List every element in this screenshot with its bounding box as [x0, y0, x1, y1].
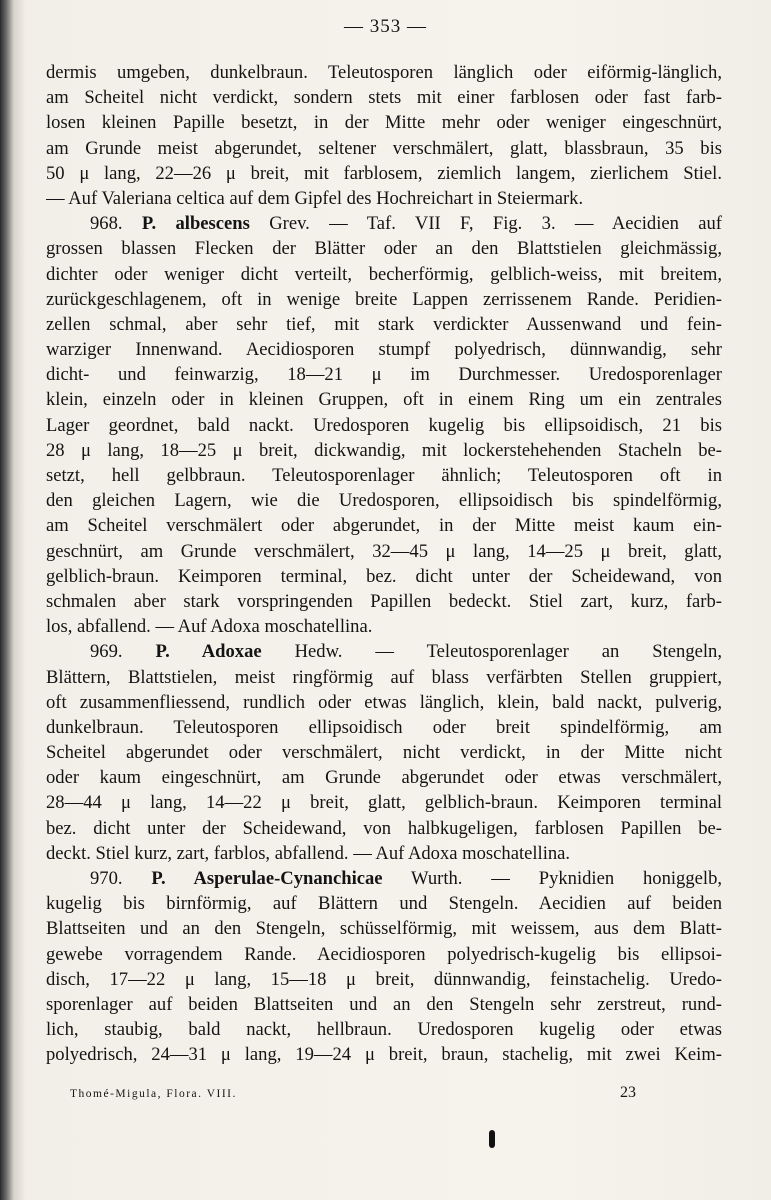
- text-line: 28 μ lang, 18—25 μ breit, dickwandig, mit lockerstehehenden Stacheln be-: [46, 439, 722, 461]
- text-line: 28—44 μ lang, 14—22 μ breit, glatt, gelblich-braun. Keimporen terminal: [46, 792, 722, 814]
- text-line: Blattseiten und an den Stengeln, schüsselförmig, mit weissem, aus dem Blatt-: [46, 918, 722, 940]
- ink-blot: [489, 1130, 495, 1148]
- text-line: am Grunde meist abgerundet, seltener verschmälert, glatt, blassbraun, 35 bis: [46, 137, 722, 159]
- text-line: setzt, hell gelbbraun. Teleutosporenlager ähnlich; Teleutosporen oft in: [46, 465, 722, 486]
- text-line: dermis umgeben, dunkelbraun. Teleutosporen länglich oder eiförmig-länglich,: [46, 62, 722, 83]
- text-line: deckt. Stiel kurz, zart, farblos, abfallend. — Auf Adoxa moschatellina.: [46, 842, 571, 864]
- text-line: — Auf Valeriana celtica auf dem Gipfel des Hochreichart in Steiermark.: [46, 187, 584, 209]
- page-number: — 353 —: [344, 16, 427, 37]
- text-line: disch, 17—22 μ lang, 15—18 μ breit, dünnwandig, feinstachelig. Uredo-: [46, 968, 722, 990]
- text-line: am Scheitel nicht verdickt, sondern stets mit einer farblosen oder fast farb-: [46, 87, 722, 109]
- text-line: losen kleinen Papille besetzt, in der Mitte mehr oder weniger eingeschnürt,: [46, 112, 722, 134]
- text-line: oder kaum eingeschnürt, am Grunde abgerundet oder etwas verschmälert,: [46, 767, 722, 789]
- entry-968-heading: 968. P. albescens Grev. — Taf. VII F, Fig. 3. — Aecidien auf: [90, 213, 722, 235]
- text-line: geschnürt, am Grunde verschmälert, 32—45 μ lang, 14—25 μ breit, glatt,: [46, 540, 722, 562]
- text-line: lich, staubig, bald nackt, hellbraun. Uredosporen kugelig oder etwas: [46, 1019, 722, 1041]
- footer-signature: Thomé-Migula, Flora. VIII.: [70, 1088, 237, 1100]
- text-line: los, abfallend. — Auf Adoxa moschatellina.: [46, 616, 373, 638]
- entry-970-heading: 970. P. Asperulae-Cynanchicae Wurth. — Pyknidien honiggelb,: [90, 868, 722, 889]
- text-line: am Scheitel verschmälert oder abgerundet, in der Mitte meist kaum ein-: [46, 515, 722, 537]
- entry-969-heading: 969. P. Adoxae Hedw. — Teleutosporenlager an Stengeln,: [90, 641, 722, 663]
- text-line: bez. dicht unter der Scheidewand, von halbkugeligen, farblosen Papillen be-: [46, 817, 722, 839]
- text-line: Scheitel abgerundet oder verschmälert, nicht verdickt, in der Mitte nicht: [46, 742, 722, 764]
- text-line: Lager geordnet, bald nackt. Uredosporen kugelig bis ellipsoidisch, 21 bis: [46, 414, 722, 436]
- text-line: gelblich-braun. Keimporen terminal, bez. dicht unter der Scheidewand, von: [46, 565, 722, 587]
- footer-sheet-number: 23: [620, 1084, 636, 1101]
- text-line: schmalen aber stark vorspringenden Papillen bedeckt. Stiel zart, kurz, farb-: [46, 590, 722, 612]
- text-line: grossen blassen Flecken der Blätter oder an den Blattstielen gleichmässig,: [46, 238, 722, 260]
- text-line: dunkelbraun. Teleutosporen ellipsoidisch oder breit spindelförmig, am: [46, 716, 722, 738]
- body-text: [46, 60, 722, 1068]
- text-line: polyedrisch, 24—31 μ lang, 19—24 μ breit, braun, stachelig, mit zwei Keim-: [46, 1044, 722, 1066]
- text-line: den gleichen Lagern, wie die Uredosporen, ellipsoidisch bis spindelförmig,: [46, 490, 722, 512]
- text-line: gewebe vorragendem Rande. Aecidiosporen polyedrisch-kugelig bis ellipsoi-: [46, 943, 722, 965]
- text-line: dicht- und feinwarzig, 18—21 μ im Durchmesser. Uredosporenlager: [46, 364, 722, 386]
- text-line: klein, einzeln oder in kleinen Gruppen, oft in einem Ring um ein zentrales: [46, 389, 722, 411]
- text-line: dichter oder weniger dicht verteilt, becherförmig, gelblich-weiss, mit breitem,: [46, 263, 722, 285]
- text-line: zurückgeschlagenem, oft in wenige breite Lappen zerrissenem Rande. Peridien-: [46, 288, 722, 310]
- text-line: sporenlager auf beiden Blattseiten und an den Stengeln sehr zerstreut, rund-: [46, 993, 722, 1015]
- text-line: warziger Innenwand. Aecidiosporen stumpf polyedrisch, dünnwandig, sehr: [46, 339, 722, 361]
- text-line: Blättern, Blattstielen, meist ringförmig auf blass verfärbten Stellen gruppiert,: [46, 666, 722, 688]
- text-line: 50 μ lang, 22—26 μ breit, mit farblosem, ziemlich langem, zierlichem Stiel.: [46, 162, 722, 184]
- text-line: oft zusammenfliessend, rundlich oder etwas länglich, klein, bald nackt, pulverig,: [46, 691, 722, 713]
- text-line: kugelig bis birnförmig, auf Blättern und Stengeln. Aecidien auf beiden: [46, 893, 722, 915]
- text-line: zellen schmal, aber sehr tief, mit stark verdickter Aussenwand und fein-: [46, 313, 722, 335]
